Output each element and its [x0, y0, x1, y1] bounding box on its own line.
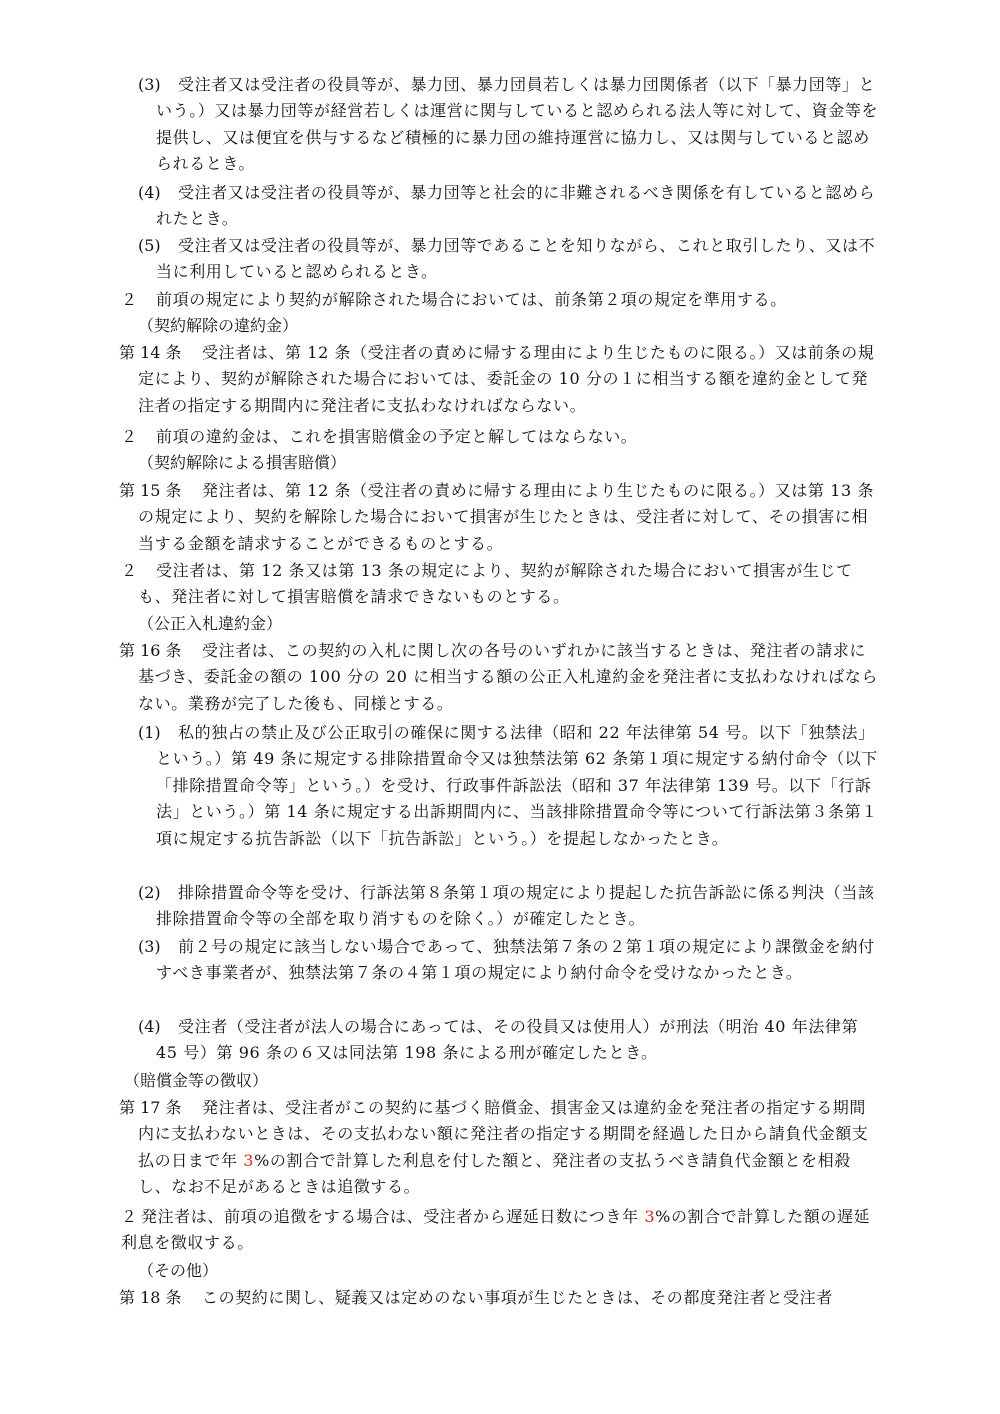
item-text: 受注者（受注者が法人の場合にあっては、その役員又は使用人）が刑法（明治 40 年法律第 45 号）第 96 条の６又は同法第 198 条による刑が確定したとき。	[156, 1017, 859, 1063]
item-text: 受注者又は受注者の役員等が、暴力団等と社会的に非難されるべき関係を有していると認められたとき。	[156, 183, 876, 229]
item-number: (1)	[138, 723, 161, 742]
item-text: 受注者又は受注者の役員等が、暴力団、暴力団員若しくは暴力団関係者（以下「暴力団等」という。）又は暴力団等が経営若しくは運営に関与していると認められる法人等に対して、資金等を提供し、又は便宜を供与するなど積極的に暴力団の維持運営に協力し、又は関与していると認められるとき。	[156, 75, 879, 174]
article-text: 受注者は、この契約の入札に関し次の各号のいずれかに該当するときは、発注者の請求に基づき、委託金の額の 100 分の 20 に相当する額の公正入札違約金を発注者に支払わなければならない。業務が完了した後も、同様とする。	[138, 641, 879, 713]
article-heading: （賠償金等の徴収）	[124, 1071, 269, 1090]
item-number: (4)	[138, 1017, 161, 1036]
paragraph-text	[121, 1204, 882, 1257]
article-number: 第 14 条	[119, 343, 182, 362]
text-part: %の割合で計算した利息を付した額と、発注者の支払うべき請負代金額とを相殺し、なお不足があるときは追徴する。	[138, 1150, 851, 1197]
text-part: %の割合で計算した額の遅延利息を徴収する。	[121, 1207, 871, 1253]
item-text: 受注者又は受注者の役員等が、暴力団等であることを知りながら、これと取引したり、又は不当に利用していると認められるとき。	[156, 236, 876, 282]
item-text: 私的独占の禁止及び公正取引の確保に関する法律（昭和 22 年法律第 54 号。以下「独禁法」という。）第 49 条に規定する排除措置命令又は独禁法第 62 条第１項に規定する納付命令（以下「排除措置命令等」という。）を受け、行政事件訴訟法（昭和 37 年法律第 139 号。以下「行訴法」という。）第 14 条に規定する出訴期間内に、当該排除措置命令等について行訴法第３条第１項に規定する抗告訴訟（以下「抗告訴訟」という。）を提起しなかったとき。	[156, 723, 878, 848]
text-part: 発注者は、受注者がこの契約に基づく賠償金、損害金又は違約金を発注者の指定する期間内に支払わないときは、その支払わない額に発注者の指定する期間を経過した日から請負代金額支払の日まで年	[138, 1098, 869, 1170]
paragraph-number: ２	[121, 561, 138, 580]
article-number: 第 18 条	[119, 1288, 182, 1307]
text-part: 発注者は、前項の追徴をする場合は、受注者から遅延日数につき年	[141, 1207, 645, 1226]
item-text: 前２号の規定に該当しない場合であって、独禁法第７条の２第１項の規定により課徴金を納付すべき事業者が、独禁法第７条の４第１項の規定により納付命令を受けなかったとき。	[156, 937, 875, 983]
paragraph-text: 前項の違約金は、これを損害賠償金の予定と解してはならない。	[156, 427, 638, 446]
article-heading: （契約解除の違約金）	[138, 316, 299, 335]
article-number: 第 15 条	[119, 481, 182, 500]
interest-rate: 3	[644, 1207, 656, 1226]
item-number: (4)	[138, 183, 161, 202]
article-number: 第 17 条	[119, 1098, 182, 1117]
article-number: 第 16 条	[119, 641, 182, 660]
article-text: この契約に関し、疑義又は定めのない事項が生じたときは、その都度発注者と受注者	[202, 1288, 833, 1307]
article-text: 受注者は、第 12 条（受注者の責めに帰する理由により生じたものに限る。）又は前条の規定により、契約が解除された場合においては、委託金の 10 分の１に相当する額を違約金として発注者の指定する期間内に発注者に支払わなければならない。	[138, 343, 875, 415]
paragraph-number: ２	[121, 427, 138, 446]
article-heading: （契約解除による損害賠償）	[138, 453, 347, 472]
paragraph-number: ２	[121, 290, 138, 309]
item-number: (2)	[138, 883, 161, 902]
paragraph-text: 受注者は、第 12 条又は第 13 条の規定により、契約が解除された場合において損害が生じても、発注者に対して損害賠償を請求できないものとする。	[138, 561, 853, 607]
paragraph-text: 前項の規定により契約が解除された場合においては、前条第２項の規定を準用する。	[156, 290, 787, 309]
article-heading: （その他）	[138, 1261, 219, 1280]
interest-rate: 3	[243, 1150, 255, 1170]
item-number: (3)	[138, 75, 161, 94]
item-number: (3)	[138, 937, 161, 956]
paragraph-number: ２	[121, 1207, 138, 1226]
item-text: 排除措置命令等を受け、行訴法第８条第１項の規定により提起した抗告訴訟に係る判決（当該排除措置命令等の全部を取り消すものを除く。）が確定したとき。	[156, 883, 875, 929]
article-text: 発注者は、第 12 条（受注者の責めに帰する理由により生じたものに限る。）又は第 13 条の規定により、契約を解除した場合において損害が生じたときは、受注者に対して、その損害に相当する金額を請求することができるものとする。	[138, 481, 875, 553]
article-heading: （公正入札違約金）	[138, 614, 283, 633]
item-number: (5)	[138, 236, 161, 255]
article-text	[138, 1095, 882, 1201]
